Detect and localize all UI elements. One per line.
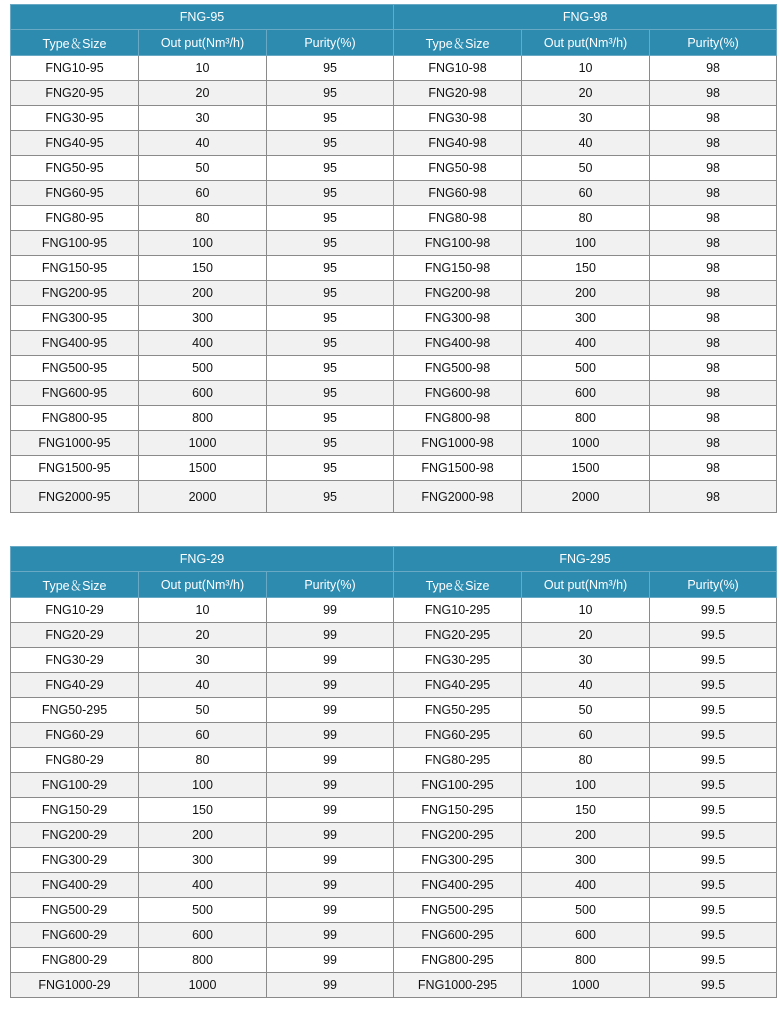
table-row — [11, 381, 777, 406]
cell-type-size: FNG800-29 — [11, 948, 139, 973]
cell-purity: 99 — [267, 898, 394, 923]
cell-purity: 95 — [267, 231, 394, 256]
column-header-purity: Purity(%) — [650, 30, 777, 56]
cell-type-size: FNG10-295 — [394, 598, 522, 623]
cell-purity: 99 — [267, 673, 394, 698]
cell-type-size: FNG2000-95 — [11, 481, 139, 513]
cell-output: 10 — [522, 598, 650, 623]
cell-purity: 95 — [267, 456, 394, 481]
column-header-type-size: Type＆Size — [394, 30, 522, 56]
cell-purity: 95 — [267, 281, 394, 306]
cell-type-size: FNG600-295 — [394, 923, 522, 948]
table-row — [11, 456, 777, 481]
cell-purity: 99.5 — [650, 698, 777, 723]
cell-purity: 99.5 — [650, 848, 777, 873]
column-header-purity: Purity(%) — [267, 572, 394, 598]
cell-output: 500 — [522, 356, 650, 381]
cell-output: 1500 — [522, 456, 650, 481]
cell-output: 300 — [522, 306, 650, 331]
cell-output: 40 — [139, 673, 267, 698]
cell-purity: 99.5 — [650, 598, 777, 623]
cell-type-size: FNG800-295 — [394, 948, 522, 973]
cell-type-size: FNG30-98 — [394, 106, 522, 131]
cell-type-size: FNG150-95 — [11, 256, 139, 281]
cell-purity: 95 — [267, 156, 394, 181]
cell-purity: 98 — [650, 281, 777, 306]
cell-output: 150 — [522, 798, 650, 823]
cell-output: 40 — [522, 673, 650, 698]
cell-type-size: FNG80-295 — [394, 748, 522, 773]
cell-output: 60 — [139, 181, 267, 206]
cell-type-size: FNG1000-98 — [394, 431, 522, 456]
table-row — [11, 848, 777, 873]
cell-purity: 95 — [267, 56, 394, 81]
cell-type-size: FNG40-295 — [394, 673, 522, 698]
cell-type-size: FNG20-29 — [11, 623, 139, 648]
cell-purity: 95 — [267, 331, 394, 356]
cell-output: 50 — [139, 156, 267, 181]
spec-table-fng-95-98 — [10, 4, 777, 513]
table-group-header — [11, 547, 777, 572]
column-header-output: Out put(Nm³/h) — [522, 572, 650, 598]
table-row — [11, 231, 777, 256]
table-row — [11, 306, 777, 331]
cell-purity: 99 — [267, 598, 394, 623]
spec-table-fng-29-295 — [10, 546, 777, 998]
cell-type-size: FNG600-98 — [394, 381, 522, 406]
cell-purity: 99 — [267, 948, 394, 973]
table-row — [11, 873, 777, 898]
cell-output: 800 — [139, 406, 267, 431]
cell-type-size: FNG40-98 — [394, 131, 522, 156]
cell-output: 30 — [522, 106, 650, 131]
table-row — [11, 823, 777, 848]
cell-purity: 99 — [267, 623, 394, 648]
cell-purity: 99.5 — [650, 673, 777, 698]
cell-purity: 98 — [650, 381, 777, 406]
table-row — [11, 798, 777, 823]
cell-output: 40 — [522, 131, 650, 156]
cell-output: 500 — [139, 356, 267, 381]
table-row — [11, 156, 777, 181]
cell-output: 30 — [522, 648, 650, 673]
cell-purity: 95 — [267, 131, 394, 156]
table-row — [11, 106, 777, 131]
cell-purity: 99 — [267, 973, 394, 998]
cell-type-size: FNG10-98 — [394, 56, 522, 81]
cell-purity: 99.5 — [650, 773, 777, 798]
cell-purity: 99 — [267, 848, 394, 873]
cell-output: 150 — [139, 798, 267, 823]
cell-purity: 95 — [267, 381, 394, 406]
cell-purity: 99.5 — [650, 898, 777, 923]
cell-purity: 99.5 — [650, 723, 777, 748]
cell-output: 80 — [139, 748, 267, 773]
cell-purity: 99 — [267, 923, 394, 948]
table-group-header — [11, 5, 777, 30]
table-row — [11, 773, 777, 798]
cell-type-size: FNG600-29 — [11, 923, 139, 948]
cell-purity: 99.5 — [650, 873, 777, 898]
cell-purity: 95 — [267, 106, 394, 131]
cell-output: 600 — [522, 381, 650, 406]
table-row — [11, 648, 777, 673]
cell-purity: 98 — [650, 156, 777, 181]
cell-type-size: FNG300-29 — [11, 848, 139, 873]
cell-type-size: FNG1000-295 — [394, 973, 522, 998]
cell-output: 80 — [522, 206, 650, 231]
cell-output: 600 — [139, 923, 267, 948]
cell-output: 10 — [139, 56, 267, 81]
cell-type-size: FNG600-95 — [11, 381, 139, 406]
table-row — [11, 673, 777, 698]
table-row — [11, 81, 777, 106]
table-row — [11, 748, 777, 773]
cell-purity: 95 — [267, 306, 394, 331]
cell-output: 800 — [139, 948, 267, 973]
cell-output: 20 — [522, 623, 650, 648]
cell-output: 100 — [522, 773, 650, 798]
cell-output: 600 — [139, 381, 267, 406]
cell-purity: 95 — [267, 431, 394, 456]
cell-output: 60 — [522, 723, 650, 748]
cell-type-size: FNG30-295 — [394, 648, 522, 673]
cell-output: 20 — [139, 623, 267, 648]
cell-type-size: FNG40-29 — [11, 673, 139, 698]
cell-output: 800 — [522, 406, 650, 431]
column-header-type-size: Type＆Size — [11, 572, 139, 598]
cell-type-size: FNG500-29 — [11, 898, 139, 923]
cell-purity: 98 — [650, 131, 777, 156]
cell-purity: 98 — [650, 256, 777, 281]
cell-type-size: FNG20-98 — [394, 81, 522, 106]
cell-output: 40 — [139, 131, 267, 156]
cell-type-size: FNG60-29 — [11, 723, 139, 748]
table-row — [11, 923, 777, 948]
cell-type-size: FNG20-295 — [394, 623, 522, 648]
cell-purity: 98 — [650, 56, 777, 81]
cell-purity: 99.5 — [650, 748, 777, 773]
cell-purity: 98 — [650, 406, 777, 431]
column-header-output: Out put(Nm³/h) — [139, 572, 267, 598]
cell-purity: 99 — [267, 748, 394, 773]
column-header-type-size: Type＆Size — [11, 30, 139, 56]
table-row — [11, 948, 777, 973]
table-row — [11, 481, 777, 513]
table-body — [11, 598, 777, 998]
cell-output: 2000 — [522, 481, 650, 513]
cell-purity: 98 — [650, 431, 777, 456]
cell-output: 60 — [139, 723, 267, 748]
cell-output: 2000 — [139, 481, 267, 513]
cell-output: 800 — [522, 948, 650, 973]
cell-type-size: FNG60-295 — [394, 723, 522, 748]
table-row — [11, 181, 777, 206]
cell-type-size: FNG200-295 — [394, 823, 522, 848]
cell-output: 150 — [522, 256, 650, 281]
cell-type-size: FNG100-295 — [394, 773, 522, 798]
table-row — [11, 281, 777, 306]
cell-output: 20 — [139, 81, 267, 106]
table-row — [11, 623, 777, 648]
table-row — [11, 331, 777, 356]
table-row — [11, 723, 777, 748]
cell-purity: 99.5 — [650, 623, 777, 648]
cell-type-size: FNG10-29 — [11, 598, 139, 623]
table-column-header — [11, 30, 777, 56]
cell-purity: 95 — [267, 406, 394, 431]
cell-purity: 99.5 — [650, 923, 777, 948]
cell-type-size: FNG200-98 — [394, 281, 522, 306]
cell-purity: 95 — [267, 356, 394, 381]
cell-type-size: FNG50-98 — [394, 156, 522, 181]
cell-output: 500 — [522, 898, 650, 923]
cell-type-size: FNG1000-95 — [11, 431, 139, 456]
cell-type-size: FNG20-95 — [11, 81, 139, 106]
cell-output: 30 — [139, 106, 267, 131]
cell-type-size: FNG800-98 — [394, 406, 522, 431]
cell-output: 200 — [139, 281, 267, 306]
cell-purity: 98 — [650, 106, 777, 131]
cell-purity: 99.5 — [650, 973, 777, 998]
table-row — [11, 256, 777, 281]
table-body — [11, 56, 777, 513]
cell-type-size: FNG30-95 — [11, 106, 139, 131]
cell-purity: 99 — [267, 723, 394, 748]
cell-purity: 99.5 — [650, 798, 777, 823]
table-row — [11, 973, 777, 998]
table-row — [11, 56, 777, 81]
cell-type-size: FNG80-98 — [394, 206, 522, 231]
cell-type-size: FNG100-95 — [11, 231, 139, 256]
cell-type-size: FNG100-29 — [11, 773, 139, 798]
cell-type-size: FNG400-295 — [394, 873, 522, 898]
cell-purity: 98 — [650, 481, 777, 513]
cell-type-size: FNG300-95 — [11, 306, 139, 331]
table-column-header — [11, 572, 777, 598]
cell-output: 80 — [139, 206, 267, 231]
table-row — [11, 406, 777, 431]
cell-purity: 99 — [267, 648, 394, 673]
cell-type-size: FNG500-98 — [394, 356, 522, 381]
column-header-purity: Purity(%) — [267, 30, 394, 56]
cell-output: 300 — [522, 848, 650, 873]
cell-output: 1000 — [139, 973, 267, 998]
cell-output: 400 — [139, 873, 267, 898]
cell-type-size: FNG400-95 — [11, 331, 139, 356]
cell-type-size: FNG100-98 — [394, 231, 522, 256]
group-title-right: FNG-295 — [394, 547, 777, 572]
cell-output: 30 — [139, 648, 267, 673]
table-row — [11, 698, 777, 723]
cell-type-size: FNG80-95 — [11, 206, 139, 231]
cell-purity: 99.5 — [650, 823, 777, 848]
cell-type-size: FNG40-95 — [11, 131, 139, 156]
cell-output: 80 — [522, 748, 650, 773]
cell-output: 400 — [139, 331, 267, 356]
cell-type-size: FNG50-95 — [11, 156, 139, 181]
cell-output: 50 — [522, 698, 650, 723]
cell-output: 600 — [522, 923, 650, 948]
cell-purity: 95 — [267, 481, 394, 513]
cell-type-size: FNG50-295 — [11, 698, 139, 723]
cell-output: 20 — [522, 81, 650, 106]
cell-type-size: FNG2000-98 — [394, 481, 522, 513]
column-header-output: Out put(Nm³/h) — [522, 30, 650, 56]
group-title-left: FNG-95 — [11, 5, 394, 30]
cell-type-size: FNG150-295 — [394, 798, 522, 823]
cell-type-size: FNG10-95 — [11, 56, 139, 81]
cell-output: 300 — [139, 848, 267, 873]
cell-type-size: FNG1500-98 — [394, 456, 522, 481]
cell-output: 500 — [139, 898, 267, 923]
cell-type-size: FNG1500-95 — [11, 456, 139, 481]
cell-output: 300 — [139, 306, 267, 331]
cell-purity: 99 — [267, 798, 394, 823]
cell-type-size: FNG300-98 — [394, 306, 522, 331]
cell-purity: 95 — [267, 81, 394, 106]
cell-purity: 95 — [267, 181, 394, 206]
cell-purity: 98 — [650, 81, 777, 106]
cell-type-size: FNG30-29 — [11, 648, 139, 673]
cell-output: 50 — [139, 698, 267, 723]
cell-type-size: FNG150-98 — [394, 256, 522, 281]
cell-output: 1000 — [522, 431, 650, 456]
group-title-left: FNG-29 — [11, 547, 394, 572]
table-row — [11, 356, 777, 381]
cell-purity: 99 — [267, 823, 394, 848]
table-row — [11, 206, 777, 231]
table-row — [11, 431, 777, 456]
cell-purity: 99 — [267, 698, 394, 723]
column-header-purity: Purity(%) — [650, 572, 777, 598]
cell-output: 1500 — [139, 456, 267, 481]
cell-type-size: FNG400-29 — [11, 873, 139, 898]
cell-purity: 98 — [650, 206, 777, 231]
cell-type-size: FNG500-295 — [394, 898, 522, 923]
cell-output: 200 — [139, 823, 267, 848]
cell-output: 1000 — [522, 973, 650, 998]
cell-output: 100 — [522, 231, 650, 256]
cell-purity: 98 — [650, 356, 777, 381]
cell-output: 60 — [522, 181, 650, 206]
cell-output: 1000 — [139, 431, 267, 456]
cell-purity: 98 — [650, 331, 777, 356]
cell-purity: 98 — [650, 231, 777, 256]
cell-type-size: FNG150-29 — [11, 798, 139, 823]
cell-type-size: FNG60-98 — [394, 181, 522, 206]
column-header-output: Out put(Nm³/h) — [139, 30, 267, 56]
cell-output: 50 — [522, 156, 650, 181]
cell-output: 10 — [139, 598, 267, 623]
cell-output: 400 — [522, 873, 650, 898]
cell-purity: 99.5 — [650, 648, 777, 673]
cell-type-size: FNG60-95 — [11, 181, 139, 206]
cell-output: 150 — [139, 256, 267, 281]
column-header-type-size: Type＆Size — [394, 572, 522, 598]
cell-type-size: FNG50-295 — [394, 698, 522, 723]
cell-purity: 98 — [650, 456, 777, 481]
cell-type-size: FNG300-295 — [394, 848, 522, 873]
cell-output: 100 — [139, 773, 267, 798]
table-row — [11, 598, 777, 623]
cell-output: 200 — [522, 281, 650, 306]
cell-output: 100 — [139, 231, 267, 256]
cell-type-size: FNG80-29 — [11, 748, 139, 773]
cell-purity: 95 — [267, 206, 394, 231]
cell-type-size: FNG500-95 — [11, 356, 139, 381]
cell-purity: 98 — [650, 181, 777, 206]
cell-type-size: FNG1000-29 — [11, 973, 139, 998]
cell-type-size: FNG800-95 — [11, 406, 139, 431]
cell-type-size: FNG200-95 — [11, 281, 139, 306]
cell-purity: 99 — [267, 773, 394, 798]
cell-purity: 99 — [267, 873, 394, 898]
cell-output: 200 — [522, 823, 650, 848]
group-title-right: FNG-98 — [394, 5, 777, 30]
cell-output: 400 — [522, 331, 650, 356]
cell-purity: 98 — [650, 306, 777, 331]
cell-output: 10 — [522, 56, 650, 81]
table-row — [11, 898, 777, 923]
cell-type-size: FNG200-29 — [11, 823, 139, 848]
cell-purity: 99.5 — [650, 948, 777, 973]
cell-type-size: FNG400-98 — [394, 331, 522, 356]
table-row — [11, 131, 777, 156]
cell-purity: 95 — [267, 256, 394, 281]
